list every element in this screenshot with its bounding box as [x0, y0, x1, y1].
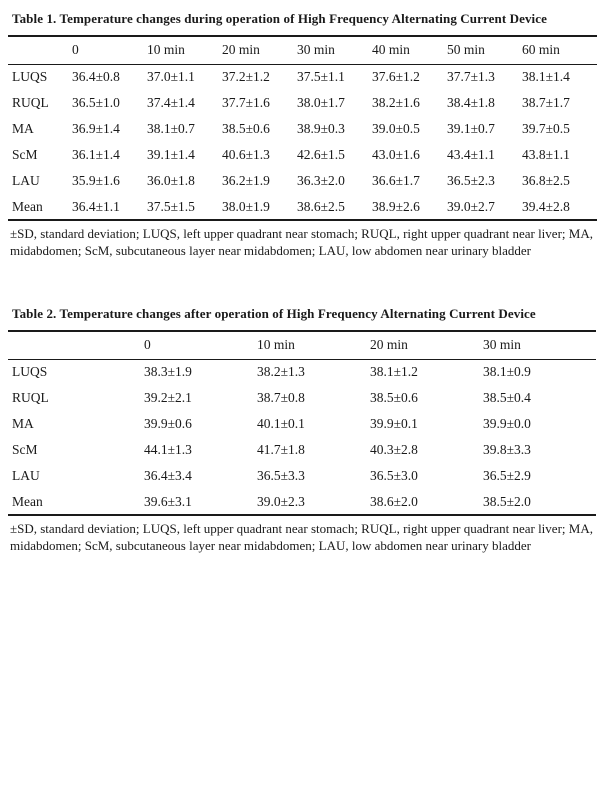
row-label: Mean — [12, 198, 43, 214]
table-cell: 35.9±1.6 — [72, 173, 120, 188]
table-cell: 38.2±1.6 — [372, 95, 420, 110]
column-header: 10 min — [257, 331, 370, 359]
table-cell: 41.7±1.8 — [257, 442, 305, 457]
table2 — [8, 330, 596, 516]
table-cell: 40.3±2.8 — [370, 442, 418, 457]
table-cell: 36.2±1.9 — [222, 173, 270, 188]
table-cell: 42.6±1.5 — [297, 147, 345, 162]
table-cell: 38.9±0.3 — [297, 121, 345, 136]
table-cell: 39.2±2.1 — [144, 390, 192, 405]
table-cell: 36.4±0.8 — [72, 69, 120, 85]
table-cell: 38.2±1.3 — [257, 364, 305, 380]
column-header: 30 min — [483, 331, 596, 359]
table-cell: 39.9±0.0 — [483, 416, 531, 431]
column-header: 20 min — [370, 331, 483, 359]
table-cell: 36.0±1.8 — [147, 173, 195, 188]
column-header: 60 min — [522, 36, 597, 64]
table-cell: 39.0±2.3 — [257, 493, 305, 509]
table-cell: 36.9±1.4 — [72, 121, 120, 136]
table-cell: 38.3±1.9 — [144, 364, 192, 380]
row-label: LAU — [12, 173, 40, 188]
table-cell: 39.6±3.1 — [144, 493, 192, 509]
table-cell: 39.1±0.7 — [447, 121, 495, 136]
table-row — [8, 463, 596, 489]
table-cell: 40.1±0.1 — [257, 416, 305, 431]
row-label: ScM — [12, 147, 38, 162]
table-row — [8, 437, 596, 463]
table1-header-row — [8, 36, 597, 64]
table-cell: 36.5±2.9 — [483, 468, 531, 483]
table-cell: 38.4±1.8 — [447, 95, 495, 110]
row-label: MA — [12, 121, 34, 136]
table-cell: 36.4±1.1 — [72, 198, 120, 214]
table-cell: 43.4±1.1 — [447, 147, 495, 162]
table-row — [8, 385, 596, 411]
table-row — [8, 142, 597, 168]
table-cell: 36.5±3.0 — [370, 468, 418, 483]
table-cell: 37.6±1.2 — [372, 69, 420, 85]
table-cell: 39.8±3.3 — [483, 442, 531, 457]
table-row — [8, 90, 597, 116]
table-row — [8, 116, 597, 142]
table-cell: 36.5±3.3 — [257, 468, 305, 483]
row-label: LUQS — [12, 69, 48, 85]
row-label: LAU — [12, 468, 40, 483]
table-cell: 36.1±1.4 — [72, 147, 120, 162]
table-cell: 36.3±2.0 — [297, 173, 345, 188]
table-cell: 36.4±3.4 — [144, 468, 192, 483]
table-cell: 38.9±2.6 — [372, 198, 420, 214]
row-label: Mean — [12, 493, 43, 509]
table-cell: 38.0±1.9 — [222, 198, 270, 214]
column-header: 10 min — [147, 36, 222, 64]
table-row — [8, 489, 596, 515]
table-cell: 38.6±2.0 — [370, 493, 418, 509]
column-header: 30 min — [297, 36, 372, 64]
table-cell: 39.9±0.6 — [144, 416, 192, 431]
table-cell: 38.0±1.7 — [297, 95, 345, 110]
table-cell: 44.1±1.3 — [144, 442, 192, 457]
table-cell: 38.1±0.7 — [147, 121, 195, 136]
table-cell: 38.7±1.7 — [522, 95, 570, 110]
table-row — [8, 411, 596, 437]
table-cell: 37.0±1.1 — [147, 69, 195, 85]
column-header: 0 — [144, 331, 257, 359]
table-cell: 37.5±1.1 — [297, 69, 345, 85]
row-label: MA — [12, 416, 34, 431]
table1-title: Table 1. Temperature changes during operation of High Frequency Alternating Current Device — [12, 11, 548, 26]
table-cell: 39.4±2.8 — [522, 198, 570, 214]
table-cell: 36.6±1.7 — [372, 173, 420, 188]
table-cell: 39.1±1.4 — [147, 147, 195, 162]
table-cell: 38.1±0.9 — [483, 364, 531, 380]
column-header: 20 min — [222, 36, 297, 64]
table-cell: 39.7±0.5 — [522, 121, 570, 136]
table-cell: 36.5±1.0 — [72, 95, 120, 110]
table-cell: 40.6±1.3 — [222, 147, 270, 162]
table1-footnote: ±SD, standard deviation; LUQS, left upper quadrant near stomach; RUQL, right upper quadrant near liver; MA, midabdomen; ScM, subcutaneous layer near midabdomen; LAU, low abdomen near urinary bladder — [10, 226, 593, 258]
table-cell: 37.4±1.4 — [147, 95, 195, 110]
table-cell: 37.2±1.2 — [222, 69, 270, 85]
row-label: LUQS — [12, 364, 48, 380]
table-cell: 38.5±0.4 — [483, 390, 531, 405]
table-cell: 36.8±2.5 — [522, 173, 570, 188]
column-header-corner — [8, 331, 144, 359]
row-label: ScM — [12, 442, 38, 457]
table-cell: 36.5±2.3 — [447, 173, 495, 188]
table-cell: 38.5±2.0 — [483, 493, 531, 509]
row-label: RUQL — [12, 390, 49, 405]
table-row — [8, 194, 597, 220]
table-row — [8, 359, 596, 385]
table-cell: 38.5±0.6 — [370, 390, 418, 405]
table-cell: 38.6±2.5 — [297, 198, 345, 214]
table-cell: 37.5±1.5 — [147, 198, 195, 214]
row-label: RUQL — [12, 95, 49, 110]
table2-title: Table 2. Temperature changes after operation of High Frequency Alternating Current Device — [12, 306, 536, 321]
column-header: 40 min — [372, 36, 447, 64]
table-cell: 37.7±1.3 — [447, 69, 495, 85]
table-cell: 38.5±0.6 — [222, 121, 270, 136]
table1 — [8, 35, 597, 221]
table-cell: 39.0±2.7 — [447, 198, 495, 214]
column-header-corner — [8, 36, 72, 64]
table2-header-row — [8, 331, 596, 359]
table-cell: 38.1±1.2 — [370, 364, 418, 380]
table-row — [8, 168, 597, 194]
table-cell: 38.1±1.4 — [522, 69, 570, 85]
table2-footnote: ±SD, standard deviation; LUQS, left upper quadrant near stomach; RUQL, right upper quadrant near liver; MA, midabdomen; ScM, subcutaneous layer near midabdomen; LAU, low abdomen near urinary bladder — [10, 521, 593, 553]
table-cell: 39.0±0.5 — [372, 121, 420, 136]
column-header: 0 — [72, 36, 147, 64]
table-row — [8, 64, 597, 90]
column-header: 50 min — [447, 36, 522, 64]
table-cell: 39.9±0.1 — [370, 416, 418, 431]
table-cell: 43.0±1.6 — [372, 147, 420, 162]
table-cell: 37.7±1.6 — [222, 95, 270, 110]
table-cell: 38.7±0.8 — [257, 390, 305, 405]
table-cell: 43.8±1.1 — [522, 147, 570, 162]
